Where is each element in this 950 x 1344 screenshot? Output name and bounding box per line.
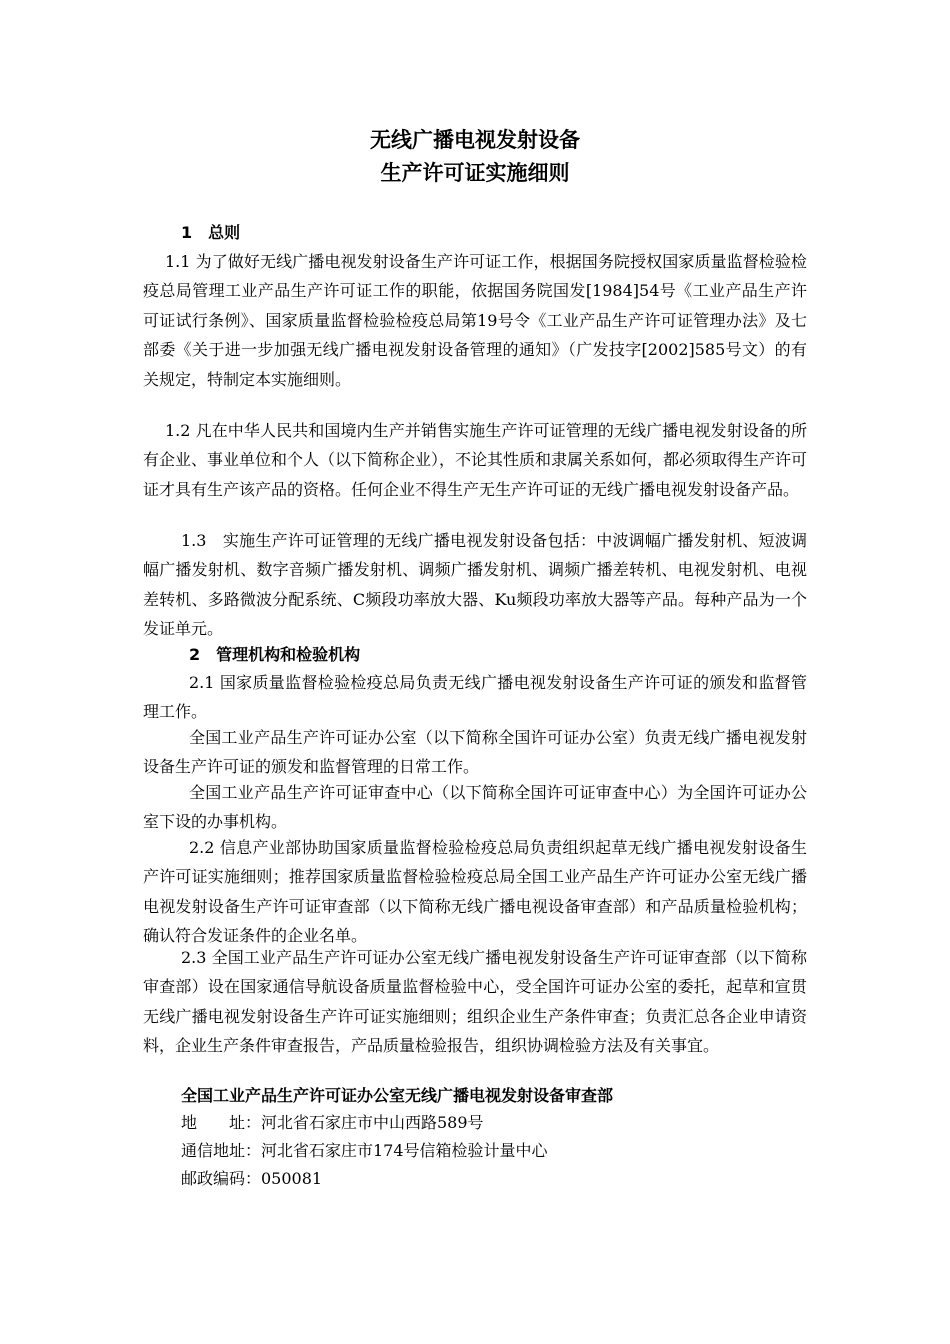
org-name: 全国工业产品生产许可证办公室无线广播电视发射设备审查部 — [181, 1086, 614, 1105]
paragraph-1-1: 1.1 为了做好无线广播电视发射设备生产许可证工作，根据国务院授权国家质量监督检验检疫总局管理工业产品生产许可证工作的职能，依据国务院国发[1984]54号《工业产品生产许可证试行条例》、国家质量监督检验检疫总局第19号令《工业产品生产许可证管理办法》及七部委《关于进一步加强无线广播电视发射设备管理的通知》（广发技字[2002]585号文）的有关规定，特制定本实施细则。 — [143, 252, 807, 389]
paragraph-2-1b: 全国工业产品生产许可证办公室（以下简称全国许可证办公室）负责无线广播电视发射设备生产许可证的颁发和监督管理的日常工作。 — [143, 728, 807, 777]
document-title-line1: 无线广播电视发射设备 — [370, 128, 580, 152]
paragraph-2-3: 2.3 全国工业产品生产许可证办公室无线广播电视发射设备生产许可证审查部（以下简称审查部）设在国家通信导航设备质量监督检验中心，受全国许可证办公室的委托，起草和宣贯无线广播电视发射设备生产许可证实施细则；组织企业生产条件审查；负责汇总各企业申请资料，企业生产条件审查报告，产品质量检验报告，组织协调检验方法及有关事宜。 — [143, 948, 807, 1056]
paragraph-1-2: 1.2 凡在中华人民共和国境内生产并销售实施生产许可证管理的无线广播电视发射设备的所有企业、事业单位和个人（以下简称企业），不论其性质和隶属关系如何，都必须取得生产许可证才具有生产该产品的资格。任何企业不得生产无生产许可证的无线广播电视发射设备产品。 — [143, 421, 808, 499]
document-title-line2: 生产许可证实施细则 — [380, 161, 570, 185]
paragraph-2-2: 2.2 信息产业部协助国家质量监督检验检疫总局负责组织起草无线广播电视发射设备生产许可证实施细则；推荐国家质量监督检验检疫总局全国工业产品生产许可证办公室无线广播电视发射设备生产许可证审查部（以下简称无线广播电视设备审查部）和产品质量检验机构；确认符合发证条件的企业名单。 — [143, 838, 807, 946]
paragraph-2-1c: 全国工业产品生产许可证审查中心（以下简称全国许可证审查中心）为全国许可证办公室下设的办事机构。 — [143, 783, 807, 832]
paragraph-1-3: 1.3 实施生产许可证管理的无线广播电视发射设备包括：中波调幅广播发射机、短波调幅广播发射机、数字音频广播发射机、调频广播发射机、调频广播差转机、电视发射机、电视差转机、多路微波分配系统、C频段功率放大器、Ku频段功率放大器等产品。每种产品为一个发证单元。 — [143, 531, 807, 639]
section2-heading: 2 管理机构和检验机构 — [189, 645, 361, 664]
section1-heading: 1 总则 — [181, 223, 241, 242]
address-line: 地 址：河北省石家庄市中山西路589号 — [181, 1113, 484, 1132]
paragraph-2-1: 2.1 国家质量监督检验检疫总局负责无线广播电视发射设备生产许可证的颁发和监督管理工作。 — [143, 673, 807, 722]
postcode-line: 邮政编码：050081 — [181, 1169, 323, 1188]
mail-address-line: 通信地址：河北省石家庄市174号信箱检验计量中心 — [181, 1141, 548, 1160]
